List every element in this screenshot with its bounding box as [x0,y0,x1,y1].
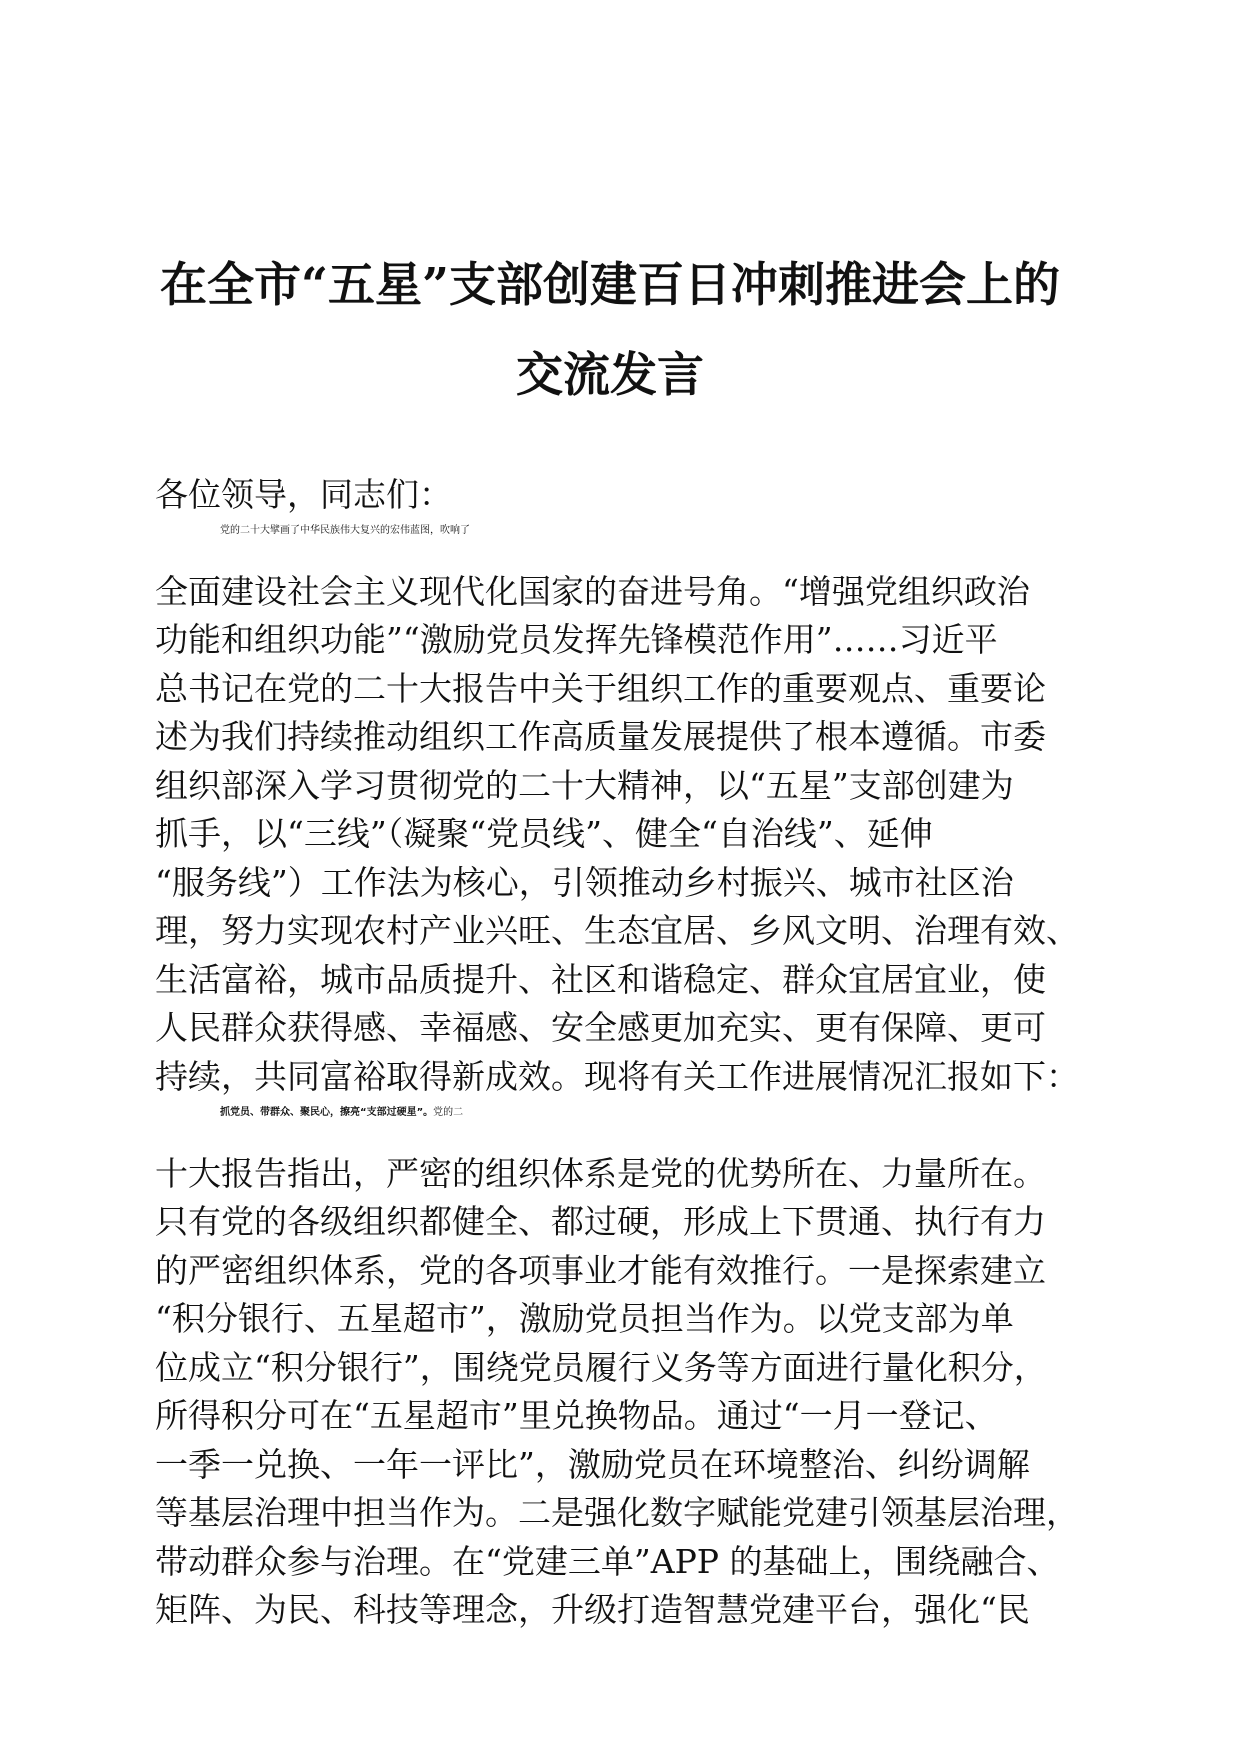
section-1-line: “积分银行、五星超市”，激励党员担当作为。以党支部为单 [155,1299,1014,1338]
paragraph-1-line: 生活富裕，城市品质提升、社区和谐稳定、群众宜居宜业，使 [155,960,1046,999]
paragraph-1-line: 述为我们持续推动组织工作高质量发展提供了根本遵循。市委 [155,717,1046,756]
document-title-line-1: 在全市“五星”支部创建百日冲刺推进会上的 [159,258,1061,313]
paragraph-1-line: 人民群众获得感、幸福感、安全感更加充实、更有保障、更可 [155,1008,1046,1047]
paragraph-1-line: 持续，共同富裕取得新成效。现将有关工作进展情况汇报如下： [155,1057,1079,1096]
paragraph-1-line: 功能和组织功能”“激励党员发挥先锋模范作用”……习近平 [155,620,998,659]
section-1-line: 位成立“积分银行”，围绕党员履行义务等方面进行量化积分， [155,1348,1047,1387]
salutation: 各位领导，同志们： [155,475,452,514]
section-1-heading: 抓党员、带群众、聚民心，擦亮“支部过硬星”。 [220,1107,434,1118]
paragraph-1-line: 组织部深入学习贯彻党的二十大精神，以“五星”支部创建为 [155,766,1014,805]
paragraph-1-line: “服务线”）工作法为核心，引领推动乡村振兴、城市社区治 [155,863,1014,902]
section-1-line: 一季一兑换、一年一评比”，激励党员在环境整治、纠纷调解 [155,1445,1030,1484]
document-title-line-2: 交流发言 [516,348,704,403]
section-1-line: 所得积分可在“五星超市”里兑换物品。通过“一月一登记、 [155,1396,998,1435]
paragraph-1-line: 全面建设社会主义现代化国家的奋进号角。“增强党组织政治 [155,572,1030,611]
paragraph-1-line: 党的二十大擘画了中华民族伟大复兴的宏伟蓝图，吹响了 [220,525,470,536]
section-1-line: 的严密组织体系，党的各项事业才能有效推行。一是探索建立 [155,1251,1046,1290]
section-1-line: 等基层治理中担当作为。二是强化数字赋能党建引领基层治理， [155,1493,1079,1532]
section-1-first-line-text: 党的二 [433,1107,464,1118]
section-1-line: 带动群众参与治理。在“党建三单”APP 的基础上，围绕融合、 [155,1542,1060,1581]
paragraph-1-line: 总书记在党的二十大报告中关于组织工作的重要观点、重要论 [155,669,1046,708]
section-1-first-line [220,1108,1160,1118]
paragraph-1-line: 抓手，以“三线”（凝聚“党员线”、健全“自治线”、延伸 [155,814,933,853]
paragraph-1-line: 理，努力实现农村产业兴旺、生态宜居、乡风文明、治理有效、 [155,911,1079,950]
section-1-line: 只有党的各级组织都健全、都过硬，形成上下贯通、执行有力 [155,1202,1046,1241]
section-1-line: 十大报告指出，严密的组织体系是党的优势所在、力量所在。 [155,1154,1046,1193]
section-1-line: 矩阵、为民、科技等理念，升级打造智慧党建平台，强化“民 [155,1590,1030,1629]
